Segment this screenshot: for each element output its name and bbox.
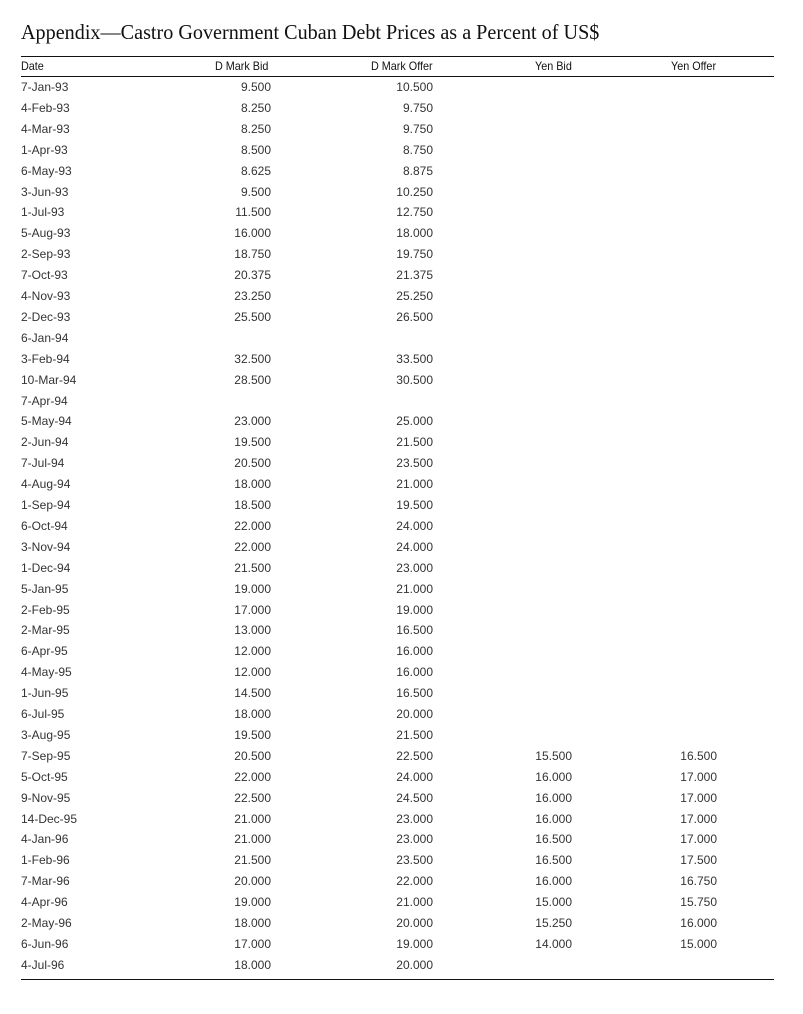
cell-dmark-bid: 28.500: [234, 372, 271, 387]
cell-date: 4-Apr-96: [21, 895, 68, 910]
table-row: [21, 164, 774, 184]
cell-dmark-offer: 10.500: [396, 80, 433, 94]
document-title: Appendix—Castro Government Cuban Debt Prices as a Percent of US$: [21, 20, 600, 44]
column-header-yen-bid: Yen Bid: [535, 59, 572, 73]
cell-yen-offer: 15.750: [680, 895, 717, 910]
cell-dmark-offer: 19.000: [396, 602, 433, 617]
cell-yen-bid: 16.000: [535, 811, 572, 826]
cell-dmark-offer: 23.000: [396, 560, 433, 575]
table-row: [21, 331, 774, 351]
cell-dmark-offer: 21.500: [396, 435, 433, 450]
cell-dmark-offer: 9.750: [402, 100, 433, 115]
cell-date: 4-Jul-96: [21, 957, 65, 972]
table-row: [21, 916, 774, 936]
cell-date: 6-Jan-94: [21, 330, 69, 345]
cell-yen-bid: 15.250: [535, 916, 572, 930]
cell-dmark-bid: 18.750: [234, 247, 271, 262]
cell-dmark-offer: 18.000: [396, 226, 433, 241]
cell-yen-bid: 16.000: [535, 790, 572, 805]
cell-date: 3-Feb-94: [21, 351, 70, 366]
cell-dmark-bid: 19.000: [234, 581, 271, 596]
cell-date: 2-Sep-93: [21, 247, 71, 262]
table-row: [21, 310, 774, 330]
cell-date: 3-Jun-93: [21, 184, 69, 199]
cell-date: 7-Mar-96: [21, 874, 70, 889]
table-row: [21, 435, 774, 455]
cell-date: 4-Mar-93: [21, 121, 70, 136]
cell-dmark-bid: 32.500: [234, 351, 271, 366]
cell-dmark-bid: 21.500: [234, 560, 271, 575]
cell-dmark-bid: 9.500: [240, 80, 271, 94]
cell-dmark-bid: 17.000: [234, 936, 271, 951]
cell-dmark-bid: 8.500: [240, 142, 271, 157]
table-row: [21, 373, 774, 393]
cell-dmark-bid: 14.500: [234, 686, 271, 701]
cell-dmark-bid: 21.000: [234, 832, 271, 847]
cell-date: 6-Apr-95: [21, 644, 68, 659]
table-row: [21, 226, 774, 246]
table-row: [21, 561, 774, 581]
cell-dmark-offer: 16.500: [396, 686, 433, 701]
cell-dmark-bid: 18.000: [234, 957, 271, 972]
table-row: [21, 414, 774, 434]
cell-dmark-bid: 25.500: [234, 309, 271, 324]
cell-date: 4-Feb-93: [21, 100, 70, 115]
cell-dmark-offer: 19.500: [396, 498, 433, 512]
table-row: [21, 832, 774, 852]
cell-date: 2-Mar-95: [21, 623, 70, 638]
cell-date: 6-Jul-95: [21, 707, 65, 721]
table-row: [21, 582, 774, 602]
cell-dmark-offer: 16.000: [396, 644, 433, 659]
cell-dmark-bid: 16.000: [234, 226, 271, 241]
cell-date: 7-Jan-93: [21, 80, 69, 94]
cell-dmark-offer: 23.000: [396, 811, 433, 826]
table-row: [21, 143, 774, 163]
cell-dmark-offer: 23.000: [396, 832, 433, 847]
cell-dmark-bid: 19.500: [234, 435, 271, 450]
cell-dmark-bid: 23.000: [234, 414, 271, 429]
cell-dmark-offer: 20.000: [396, 957, 433, 972]
cell-dmark-offer: 8.750: [402, 142, 433, 157]
cell-dmark-offer: 8.875: [402, 163, 433, 178]
cell-date: 4-Nov-93: [21, 289, 71, 303]
cell-dmark-offer: 20.000: [396, 916, 433, 930]
cell-date: 14-Dec-95: [21, 811, 78, 826]
cell-dmark-offer: 16.000: [396, 665, 433, 680]
cell-dmark-offer: 22.500: [396, 748, 433, 763]
cell-dmark-offer: 9.750: [402, 121, 433, 136]
table-row: [21, 519, 774, 539]
cell-dmark-bid: 21.500: [234, 853, 271, 868]
cell-dmark-offer: 16.500: [396, 623, 433, 638]
cell-dmark-bid: 22.000: [234, 539, 271, 554]
cell-dmark-offer: 24.000: [396, 539, 433, 554]
cell-yen-offer: 15.000: [680, 936, 717, 951]
cell-yen-bid: 15.500: [535, 748, 572, 763]
table-row: [21, 686, 774, 706]
table-row: [21, 80, 774, 100]
cell-dmark-offer: 21.000: [396, 477, 433, 492]
cell-dmark-bid: 8.250: [240, 100, 271, 115]
cell-dmark-offer: 24.000: [396, 518, 433, 533]
table-row: [21, 770, 774, 790]
cell-yen-offer: 17.000: [680, 790, 717, 805]
cell-dmark-bid: 18.000: [234, 916, 271, 930]
table-row: [21, 456, 774, 476]
cell-yen-offer: 17.000: [680, 832, 717, 847]
cell-dmark-bid: 13.000: [234, 623, 271, 638]
table-row: [21, 205, 774, 225]
cell-dmark-bid: 9.500: [240, 184, 271, 199]
cell-dmark-offer: 21.500: [396, 727, 433, 742]
cell-dmark-bid: 20.500: [234, 748, 271, 763]
cell-dmark-bid: 17.000: [234, 602, 271, 617]
table-row: [21, 623, 774, 643]
table-row: [21, 394, 774, 414]
cell-yen-offer: 17.000: [680, 769, 717, 784]
cell-dmark-offer: 21.000: [396, 581, 433, 596]
cell-date: 5-Aug-93: [21, 226, 71, 241]
cell-dmark-bid: 19.000: [234, 895, 271, 910]
table-row: [21, 874, 774, 894]
cell-dmark-bid: 22.000: [234, 518, 271, 533]
cell-dmark-offer: 25.000: [396, 414, 433, 429]
cell-dmark-offer: 12.750: [396, 205, 433, 220]
table-row: [21, 247, 774, 267]
cell-yen-offer: 16.000: [680, 916, 717, 930]
cell-yen-offer: 17.000: [680, 811, 717, 826]
cell-date: 7-Jul-94: [21, 456, 65, 471]
cell-date: 3-Aug-95: [21, 727, 71, 742]
cell-dmark-bid: 12.000: [234, 644, 271, 659]
table-row: [21, 812, 774, 832]
table-row: [21, 540, 774, 560]
table-bottom-rule: [21, 979, 774, 980]
cell-dmark-offer: 20.000: [396, 707, 433, 721]
cell-date: 2-Feb-95: [21, 602, 70, 617]
table-row: [21, 644, 774, 664]
cell-dmark-bid: 22.000: [234, 769, 271, 784]
table-top-rule: [21, 56, 774, 57]
cell-yen-bid: 16.500: [535, 853, 572, 868]
table-row: [21, 122, 774, 142]
cell-date: 2-May-96: [21, 916, 72, 930]
cell-yen-offer: 16.750: [680, 874, 717, 889]
cell-yen-offer: 17.500: [680, 853, 717, 868]
cell-date: 5-Jan-95: [21, 581, 69, 596]
table-row: [21, 101, 774, 121]
cell-dmark-bid: 18.000: [234, 707, 271, 721]
cell-dmark-bid: 22.500: [234, 790, 271, 805]
table-row: [21, 853, 774, 873]
cell-date: 1-Jun-95: [21, 686, 69, 701]
cell-yen-bid: 16.000: [535, 874, 572, 889]
table-row: [21, 791, 774, 811]
cell-date: 2-Dec-93: [21, 309, 71, 324]
cell-dmark-offer: 23.500: [396, 456, 433, 471]
cell-dmark-offer: 22.000: [396, 874, 433, 889]
cell-dmark-bid: 20.000: [234, 874, 271, 889]
cell-dmark-bid: 18.500: [234, 498, 271, 512]
cell-date: 7-Oct-93: [21, 268, 68, 283]
cell-dmark-offer: 21.000: [396, 895, 433, 910]
table-row: [21, 749, 774, 769]
cell-date: 1-Dec-94: [21, 560, 71, 575]
cell-date: 5-Oct-95: [21, 769, 68, 784]
column-header-dmark-bid: D Mark Bid: [215, 59, 269, 73]
table-row: [21, 665, 774, 685]
table-row: [21, 728, 774, 748]
cell-dmark-bid: 11.500: [235, 205, 271, 220]
cell-date: 2-Jun-94: [21, 435, 69, 450]
table-row: [21, 937, 774, 957]
table-row: [21, 958, 774, 978]
cell-dmark-offer: 23.500: [396, 853, 433, 868]
cell-dmark-offer: 19.000: [396, 936, 433, 951]
cell-dmark-offer: 21.375: [396, 268, 433, 283]
cell-dmark-offer: 25.250: [396, 289, 433, 303]
cell-date: 4-Aug-94: [21, 477, 71, 492]
cell-dmark-offer: 33.500: [396, 351, 433, 366]
cell-yen-bid: 16.000: [535, 769, 572, 784]
column-header-date: Date: [21, 59, 44, 73]
cell-dmark-bid: 8.625: [240, 163, 271, 178]
cell-date: 3-Nov-94: [21, 539, 71, 554]
cell-date: 5-May-94: [21, 414, 72, 429]
cell-date: 10-Mar-94: [21, 372, 77, 387]
cell-date: 1-Feb-96: [21, 853, 70, 868]
cell-yen-bid: 14.000: [535, 936, 572, 951]
column-header-dmark-offer: D Mark Offer: [371, 59, 433, 73]
cell-date: 1-Jul-93: [21, 205, 65, 220]
cell-date: 6-Oct-94: [21, 518, 68, 533]
cell-dmark-offer: 26.500: [396, 309, 433, 324]
table-row: [21, 268, 774, 288]
cell-dmark-offer: 10.250: [396, 184, 433, 199]
cell-dmark-bid: 23.250: [234, 289, 271, 303]
table-row: [21, 289, 774, 309]
cell-dmark-bid: 8.250: [240, 121, 271, 136]
cell-date: 4-Jan-96: [21, 832, 69, 847]
cell-date: 1-Apr-93: [21, 142, 68, 157]
cell-date: 6-May-93: [21, 163, 72, 178]
cell-dmark-bid: 21.000: [234, 811, 271, 826]
cell-dmark-bid: 12.000: [234, 665, 271, 680]
cell-dmark-bid: 20.375: [234, 268, 271, 283]
cell-date: 9-Nov-95: [21, 790, 71, 805]
cell-dmark-offer: 24.500: [396, 790, 433, 805]
cell-date: 7-Apr-94: [21, 393, 68, 408]
cell-yen-offer: 16.500: [680, 748, 717, 763]
table-row: [21, 498, 774, 518]
cell-yen-bid: 16.500: [535, 832, 572, 847]
table-row: [21, 707, 774, 727]
cell-dmark-bid: 18.000: [234, 477, 271, 492]
cell-date: 1-Sep-94: [21, 498, 71, 512]
column-header-yen-offer: Yen Offer: [671, 59, 717, 73]
header-rule: [21, 76, 774, 77]
cell-dmark-offer: 24.000: [396, 769, 433, 784]
cell-date: 7-Sep-95: [21, 748, 71, 763]
table-row: [21, 895, 774, 915]
table-row: [21, 477, 774, 497]
cell-dmark-bid: 19.500: [234, 727, 271, 742]
cell-dmark-bid: 20.500: [234, 456, 271, 471]
cell-dmark-offer: 30.500: [396, 372, 433, 387]
cell-date: 4-May-95: [21, 665, 72, 680]
cell-dmark-offer: 19.750: [396, 247, 433, 262]
table-row: [21, 603, 774, 623]
cell-yen-bid: 15.000: [535, 895, 572, 910]
cell-date: 6-Jun-96: [21, 936, 69, 951]
table-row: [21, 185, 774, 205]
table-row: [21, 352, 774, 372]
